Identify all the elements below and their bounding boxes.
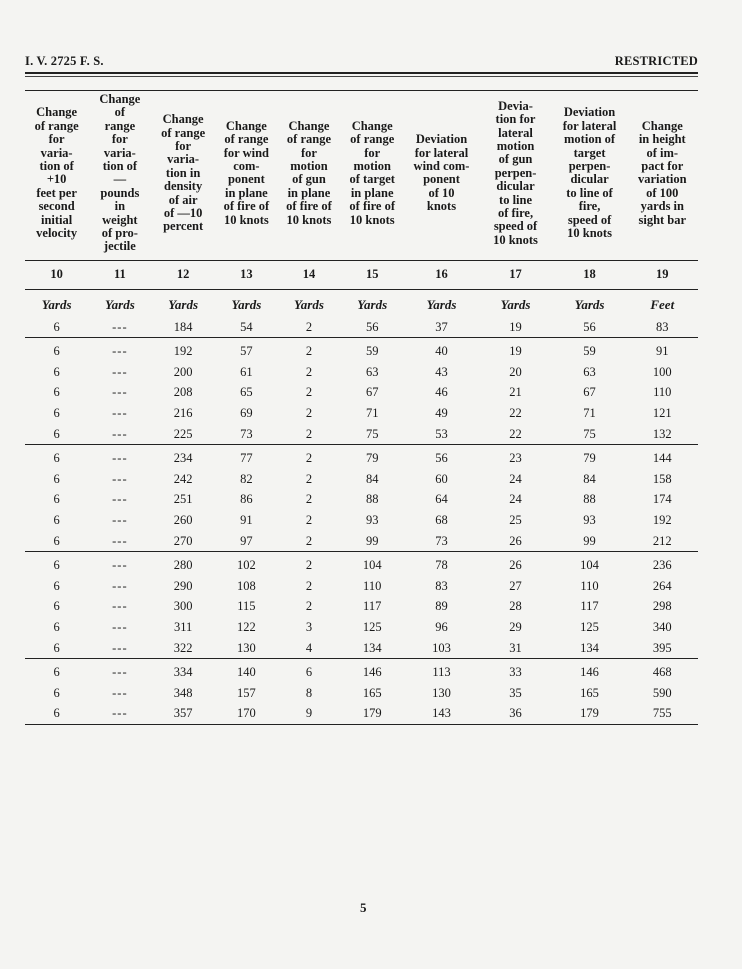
table-cell: 2 <box>305 558 313 573</box>
table-cell: --- <box>88 424 151 445</box>
page-header <box>25 54 698 69</box>
table-cell: 130 <box>432 685 451 700</box>
table-cell: 99 <box>340 531 405 552</box>
table-cell: 46 <box>435 385 448 400</box>
table-cell: 64 <box>435 492 448 507</box>
table-cell: --- <box>112 385 128 400</box>
table-cell: 234 <box>173 451 193 466</box>
table-cell: 165 <box>580 685 599 700</box>
table-cell: 6 <box>53 451 60 466</box>
table-cell: 192 <box>173 344 193 359</box>
table-cell: 216 <box>173 406 193 421</box>
table-cell: 264 <box>652 578 672 593</box>
table-cell: 192 <box>652 513 672 528</box>
column-number: 10 <box>25 260 88 289</box>
column-number: 11 <box>88 260 151 289</box>
table-row <box>25 469 698 490</box>
table-cell: 59 <box>365 344 379 359</box>
table-cell: 134 <box>553 638 627 659</box>
table-cell: 53 <box>405 424 479 445</box>
table-cell: 6 <box>53 685 60 700</box>
table-cell: 2 <box>278 424 340 445</box>
table-cell: 60 <box>435 471 448 486</box>
column-unit: Yards <box>426 296 457 312</box>
table-cell: 3 <box>305 619 313 634</box>
column-units-row <box>25 289 698 317</box>
table-cell: 6 <box>53 492 60 507</box>
column-number: 16 <box>405 260 479 289</box>
table-row <box>25 424 698 445</box>
table-row <box>25 659 698 683</box>
column-heading: Change of range for varia- tion of — pounds in weight of pro- jectile <box>88 91 151 261</box>
table-row <box>25 490 698 511</box>
table-cell: 146 <box>362 665 382 680</box>
table-cell: 132 <box>627 424 698 445</box>
column-number: 17 <box>479 260 553 289</box>
table-row <box>25 552 698 576</box>
table-cell: 6 <box>25 317 88 338</box>
table-cell: 75 <box>553 424 627 445</box>
table-cell: 158 <box>652 471 672 486</box>
table-cell: 236 <box>652 558 672 573</box>
table-cell: 6 <box>25 424 88 445</box>
column-unit: Yards <box>168 296 199 312</box>
table-cell: 468 <box>652 665 672 680</box>
page-number: 5 <box>360 900 367 915</box>
table-cell: --- <box>112 558 128 573</box>
table-cell: 84 <box>365 471 379 486</box>
table-cell: --- <box>112 344 128 359</box>
document-id: I. V. 2725 F. S. <box>25 54 104 68</box>
table-cell: 140 <box>237 665 256 680</box>
table-cell: --- <box>112 406 128 421</box>
table-cell: 73 <box>215 424 278 445</box>
table-cell: 395 <box>627 638 698 659</box>
table-row <box>25 403 698 424</box>
table-cell: 2 <box>305 385 313 400</box>
table-cell: 56 <box>553 317 627 338</box>
table-cell: 2 <box>305 513 313 528</box>
table-cell: 298 <box>652 599 672 614</box>
ballistic-table-container <box>25 90 698 725</box>
table-cell: --- <box>112 599 128 614</box>
table-cell: 25 <box>509 513 522 528</box>
table-cell: 6 <box>25 638 88 659</box>
table-cell: 71 <box>365 406 379 421</box>
table-cell: 67 <box>583 385 596 400</box>
table-cell: 334 <box>173 665 193 680</box>
column-heading: Change in height of im- pact for variation of 100 yards in sight bar <box>627 91 698 261</box>
table-cell: 22 <box>479 424 553 445</box>
table-cell: 6 <box>53 665 60 680</box>
table-cell: 242 <box>173 471 193 486</box>
table-cell: 2 <box>278 317 340 338</box>
table-cell: 23 <box>509 451 522 466</box>
table-cell: --- <box>112 685 128 700</box>
table-cell: 179 <box>340 704 405 725</box>
table-cell: --- <box>112 619 128 634</box>
table-cell: 93 <box>583 513 596 528</box>
table-cell: 79 <box>583 451 596 466</box>
table-cell: 79 <box>365 451 379 466</box>
table-cell: 59 <box>583 344 596 359</box>
column-number: 15 <box>340 260 405 289</box>
table-cell: 93 <box>365 513 379 528</box>
table-cell: 115 <box>237 599 256 614</box>
table-cell: 130 <box>215 638 278 659</box>
table-cell: 225 <box>152 424 215 445</box>
table-cell: 2 <box>278 531 340 552</box>
table-cell: 54 <box>215 317 278 338</box>
table-cell: 110 <box>363 578 382 593</box>
table-cell: 6 <box>53 344 60 359</box>
table-cell: 184 <box>152 317 215 338</box>
table-cell: 110 <box>580 578 599 593</box>
classification-label: RESTRICTED <box>614 54 698 68</box>
column-heading: Deviation for lateral motion of target perpen- dicular to line of fire, speed of 10 knots <box>553 91 627 261</box>
table-cell: 6 <box>53 385 60 400</box>
table-cell: 212 <box>627 531 698 552</box>
table-cell: 357 <box>152 704 215 725</box>
ballistic-correction-table <box>25 90 698 725</box>
table-cell: 122 <box>237 619 256 634</box>
table-cell: 63 <box>583 364 596 379</box>
table-cell: 24 <box>509 492 522 507</box>
table-row <box>25 531 698 552</box>
table-cell: 270 <box>152 531 215 552</box>
table-cell: 2 <box>305 364 313 379</box>
table-cell: 6 <box>53 578 60 593</box>
table-cell: 121 <box>652 406 672 421</box>
table-cell: 28 <box>509 599 522 614</box>
table-cell: 179 <box>553 704 627 725</box>
column-unit: Yards <box>41 296 72 312</box>
table-cell: 91 <box>240 513 253 528</box>
table-cell: 91 <box>656 344 669 359</box>
table-cell: 2 <box>305 344 313 359</box>
table-cell: 143 <box>405 704 479 725</box>
table-cell: --- <box>112 578 128 593</box>
table-cell: 67 <box>365 385 379 400</box>
table-row <box>25 704 698 725</box>
column-numbers-row <box>25 260 698 289</box>
table-cell: 82 <box>240 471 253 486</box>
table-cell: 251 <box>173 492 193 507</box>
table-cell: 125 <box>580 619 599 634</box>
table-cell: 19 <box>479 317 553 338</box>
table-cell: 88 <box>583 492 596 507</box>
table-cell: 49 <box>435 406 448 421</box>
table-cell: 6 <box>25 704 88 725</box>
table-cell: 4 <box>278 638 340 659</box>
table-cell: --- <box>112 471 128 486</box>
table-cell: 6 <box>25 531 88 552</box>
table-cell: 102 <box>237 558 256 573</box>
table-cell: 33 <box>509 665 522 680</box>
table-cell: 2 <box>305 406 313 421</box>
table-cell: 2 <box>305 451 313 466</box>
table-cell: 26 <box>509 558 522 573</box>
column-number: 14 <box>278 260 340 289</box>
table-cell: --- <box>112 665 128 680</box>
table-cell: 117 <box>580 599 599 614</box>
table-cell: --- <box>88 531 151 552</box>
table-cell: 26 <box>479 531 553 552</box>
column-heading: Change of range for varia- tion of +10 feet per second initial velocity <box>25 91 88 261</box>
table-cell: 73 <box>405 531 479 552</box>
table-cell: 311 <box>173 619 193 634</box>
table-row <box>25 338 698 362</box>
table-cell: 6 <box>305 665 313 680</box>
table-row <box>25 576 698 597</box>
table-row <box>25 383 698 404</box>
table-cell: --- <box>112 492 128 507</box>
table-cell: 86 <box>240 492 253 507</box>
table-cell: --- <box>112 451 128 466</box>
table-cell: 69 <box>240 406 253 421</box>
column-number: 13 <box>215 260 278 289</box>
table-cell: 56 <box>340 317 405 338</box>
table-cell: 56 <box>435 451 448 466</box>
table-cell: 322 <box>152 638 215 659</box>
table-cell: 174 <box>652 492 672 507</box>
table-cell: 89 <box>435 599 448 614</box>
table-cell: 348 <box>173 685 193 700</box>
table-cell: 8 <box>305 685 313 700</box>
table-cell: 2 <box>305 599 313 614</box>
table-cell: 83 <box>627 317 698 338</box>
table-cell: 6 <box>53 619 60 634</box>
table-cell: 97 <box>215 531 278 552</box>
table-cell: 68 <box>435 513 448 528</box>
table-cell: 63 <box>365 364 379 379</box>
column-unit: Yards <box>104 296 135 312</box>
column-heading: Devia- tion for lateral motion of gun perpen- dicular to line of fire, speed of 10 knots <box>479 91 553 261</box>
table-cell: 290 <box>173 578 193 593</box>
table-cell: 260 <box>173 513 193 528</box>
column-number: 18 <box>553 260 627 289</box>
table-cell: 144 <box>652 451 672 466</box>
table-cell: 6 <box>53 471 60 486</box>
column-headings-row <box>25 91 698 261</box>
table-cell: 96 <box>435 619 448 634</box>
table-cell: 24 <box>509 471 522 486</box>
table-cell: 165 <box>362 685 382 700</box>
table-cell: 83 <box>435 578 448 593</box>
table-cell: 146 <box>580 665 599 680</box>
table-cell: 2 <box>305 578 313 593</box>
table-cell: 77 <box>240 451 253 466</box>
table-cell: 20 <box>509 364 522 379</box>
table-cell: 84 <box>583 471 596 486</box>
table-cell: 27 <box>509 578 522 593</box>
table-cell: 88 <box>365 492 379 507</box>
table-cell: --- <box>88 317 151 338</box>
table-cell: 340 <box>652 619 672 634</box>
column-heading: Change of range for wind com- ponent in plane of fire of 10 knots <box>215 91 278 261</box>
table-cell: 104 <box>362 558 382 573</box>
table-cell: 40 <box>435 344 448 359</box>
table-row <box>25 317 698 338</box>
table-cell: 755 <box>627 704 698 725</box>
table-cell: 21 <box>509 385 522 400</box>
table-cell: 6 <box>53 406 60 421</box>
table-cell: 110 <box>653 385 672 400</box>
column-unit: Yards <box>574 296 605 312</box>
table-cell: 2 <box>305 492 313 507</box>
table-cell: 117 <box>363 599 382 614</box>
table-cell: 36 <box>479 704 553 725</box>
column-heading: Change of range for varia- tion in density of air of —10 percent <box>152 91 215 261</box>
table-cell: 35 <box>509 685 522 700</box>
column-unit: Feet <box>650 296 675 312</box>
table-cell: 170 <box>215 704 278 725</box>
table-cell: --- <box>88 704 151 725</box>
table-cell: 280 <box>173 558 193 573</box>
table-row <box>25 638 698 659</box>
table-row <box>25 510 698 531</box>
table-cell: 208 <box>173 385 193 400</box>
table-cell: 6 <box>53 558 60 573</box>
column-number: 12 <box>152 260 215 289</box>
table-cell: 65 <box>240 385 253 400</box>
column-heading: Deviation for lateral wind com- ponent of 10 knots <box>405 91 479 261</box>
table-cell: 78 <box>435 558 448 573</box>
table-cell: 61 <box>240 364 253 379</box>
column-unit: Yards <box>231 296 262 312</box>
column-unit: Yards <box>500 296 531 312</box>
column-heading: Change of range for motion of gun in plane of fire of 10 knots <box>278 91 340 261</box>
table-cell: --- <box>88 638 151 659</box>
table-cell: 590 <box>652 685 672 700</box>
table-row <box>25 445 698 469</box>
table-cell: 6 <box>53 364 60 379</box>
table-row <box>25 617 698 638</box>
table-cell: 157 <box>237 685 256 700</box>
column-unit: Yards <box>294 296 324 312</box>
table-row <box>25 597 698 618</box>
table-cell: 75 <box>340 424 405 445</box>
table-cell: 71 <box>583 406 596 421</box>
table-cell: 19 <box>509 344 522 359</box>
column-heading: Change of range for motion of target in plane of fire of 10 knots <box>340 91 405 261</box>
table-cell: 6 <box>53 599 60 614</box>
table-cell: 22 <box>509 406 522 421</box>
table-cell: 134 <box>340 638 405 659</box>
header-rule <box>25 72 698 77</box>
table-cell: 37 <box>405 317 479 338</box>
table-cell: 6 <box>53 513 60 528</box>
table-cell: 113 <box>432 665 451 680</box>
table-cell: 300 <box>173 599 193 614</box>
table-cell: 200 <box>173 364 193 379</box>
table-cell: 100 <box>652 364 672 379</box>
table-cell: 9 <box>278 704 340 725</box>
table-cell: 29 <box>509 619 522 634</box>
table-cell: 125 <box>362 619 382 634</box>
table-cell: 31 <box>479 638 553 659</box>
table-cell: --- <box>112 513 128 528</box>
column-number: 19 <box>627 260 698 289</box>
table-cell: 108 <box>237 578 256 593</box>
table-cell: 43 <box>435 364 448 379</box>
table-cell: 104 <box>580 558 599 573</box>
table-row <box>25 362 698 383</box>
table-cell: 99 <box>553 531 627 552</box>
table-cell: --- <box>112 364 128 379</box>
column-unit: Yards <box>357 296 388 312</box>
table-row <box>25 683 698 704</box>
table-cell: 57 <box>240 344 253 359</box>
table-cell: 103 <box>405 638 479 659</box>
table-cell: 2 <box>305 471 313 486</box>
